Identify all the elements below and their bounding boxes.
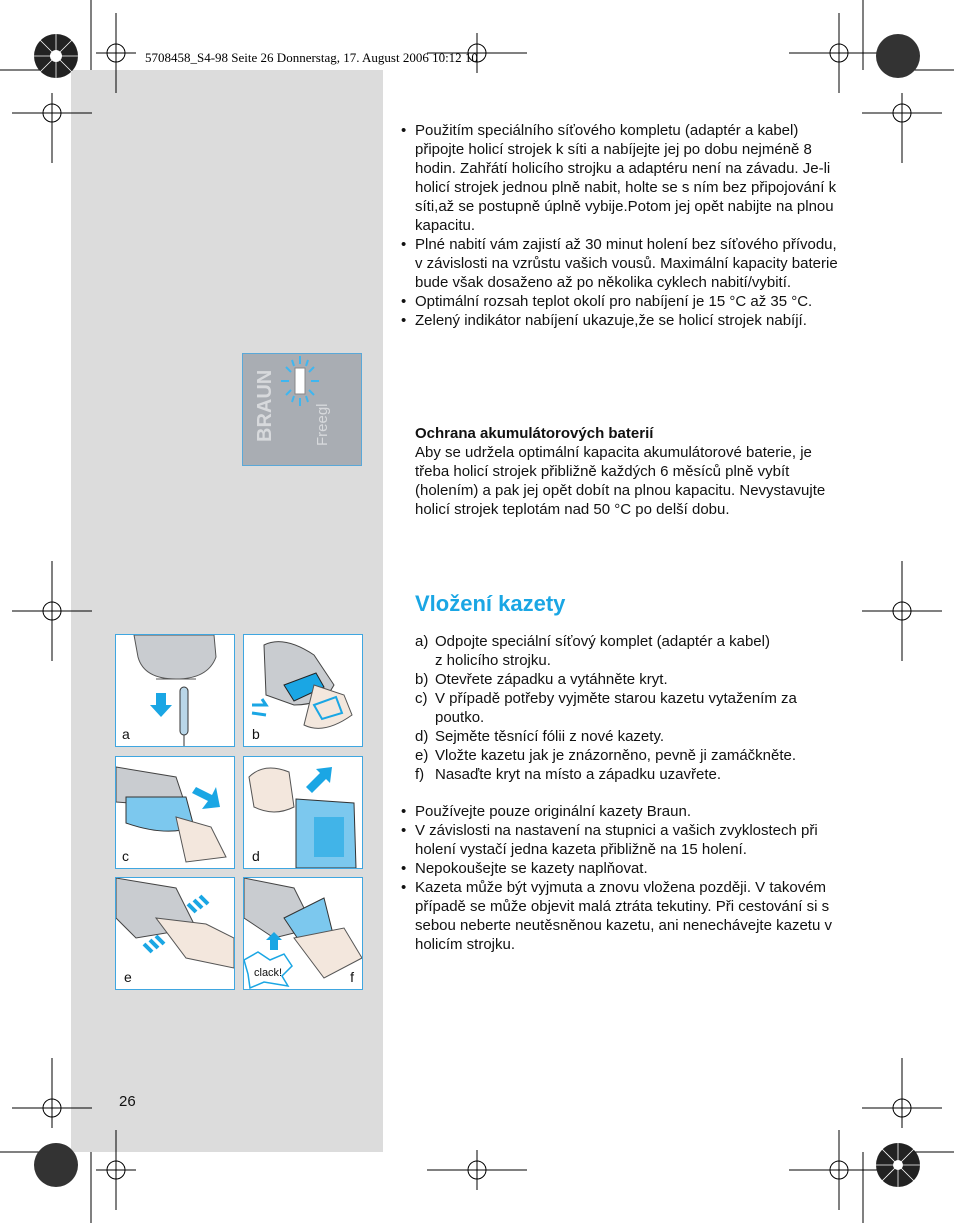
svg-text:BRAUN: BRAUN [254, 369, 276, 442]
battery-text: Aby se udržela optimální kapacita akumulátorové baterie, je třeba holicí strojek přibližně každých 6 měsíců plně vybít (holením) a pak jej opět dobít na plnou kapacitu. Nevystavujte holicí strojek teplotám nad 50 °C po delší dobu. [415, 444, 826, 518]
charging-bullet: • Použitím speciálního síťového kompletu (adaptér a kabel) připojte holicí strojek k síti a nabíjejte jej po dobu nejméně 8 hodin. Zahřátí holicího strojku a adaptéru není na závadu. Je-li holicí strojek jednou plně nabit, holte se s ním bez připojování k síti,až se postupně úplně vybije.Potom jej opět nabijte na plnou kapacitu. [400, 121, 840, 235]
cartridge-bullet: • Používejte pouze originální kazety Braun. [400, 802, 840, 821]
battery-section [415, 424, 840, 519]
charging-indicator-icon [243, 354, 361, 465]
figure-a-label: a [122, 726, 130, 742]
step-item: d) Sejměte těsnící fólii z nové kazety. [415, 728, 664, 745]
figure-f-label: f [350, 969, 354, 985]
cartridge-bullet: • Kazeta může být vyjmuta a znovu vložena později. V takovém případě se může objevit malá ztráta tekutiny. Při cestování si s sebou neberte neutěsněnou kazetu, ani nenechávejte kazetu v holicím strojku. [400, 878, 840, 954]
figure-b-label: b [252, 726, 260, 742]
figure-a [115, 634, 235, 747]
figure-c-label: c [122, 848, 129, 864]
charging-display-image [242, 353, 362, 466]
figure-e [115, 877, 235, 990]
cartridge-steps [415, 632, 845, 784]
step-item: a) Odpojte speciální síťový komplet (adaptér a kabel) z holicího strojku. [415, 633, 770, 669]
cartridge-bullet: • V závislosti na nastavení na stupnici a vašich zvyklostech při holení vystačí jedna kazeta přibližně na 15 holení. [400, 821, 840, 859]
cartridge-bullet: • Nepokoušejte se kazety naplňovat. [400, 859, 840, 878]
charging-section [400, 121, 840, 330]
charging-bullet: • Plné nabití vám zajistí až 30 minut holení bez síťového přívodu, v závislosti na vzrůstu vašich vousů. Maximální kapacity baterie bude však dosaženo až po několika cyklech nabití/vybití. [400, 235, 840, 292]
figure-e-label: e [124, 969, 132, 985]
clack-label: clack! [254, 967, 283, 979]
figure-c [115, 756, 235, 869]
charging-bullet: • Optimální rozsah teplot okolí pro nabíjení je 15 °C až 35 °C. [400, 292, 840, 311]
battery-heading: Ochrana akumulátorových baterií [415, 425, 654, 442]
figure-d-label: d [252, 848, 260, 864]
page-number: 26 [119, 1093, 136, 1110]
charging-bullet: • Zelený indikátor nabíjení ukazuje,že se holicí strojek nabíjí. [400, 311, 840, 330]
step-item: b) Otevřete západku a vytáhněte kryt. [415, 671, 668, 688]
cartridge-title: Vložení kazety [415, 591, 566, 616]
print-header: 5708458_S4-98 Seite 26 Donnerstag, 17. August 2006 10:12 10 [145, 50, 478, 65]
step-item: e) Vložte kazetu jak je znázorněno, pevně ji zamáčkněte. [415, 747, 797, 764]
step-item: c) V případě potřeby vyjměte starou kazetu vytažením za poutko. [415, 690, 797, 726]
step-item: f) Nasaďte kryt na místo a západku uzavřete. [415, 766, 722, 783]
svg-text:Freegl: Freegl [314, 403, 331, 446]
figure-b [243, 634, 363, 747]
figure-f [243, 877, 363, 990]
figure-d [243, 756, 363, 869]
cartridge-notes [400, 802, 840, 954]
